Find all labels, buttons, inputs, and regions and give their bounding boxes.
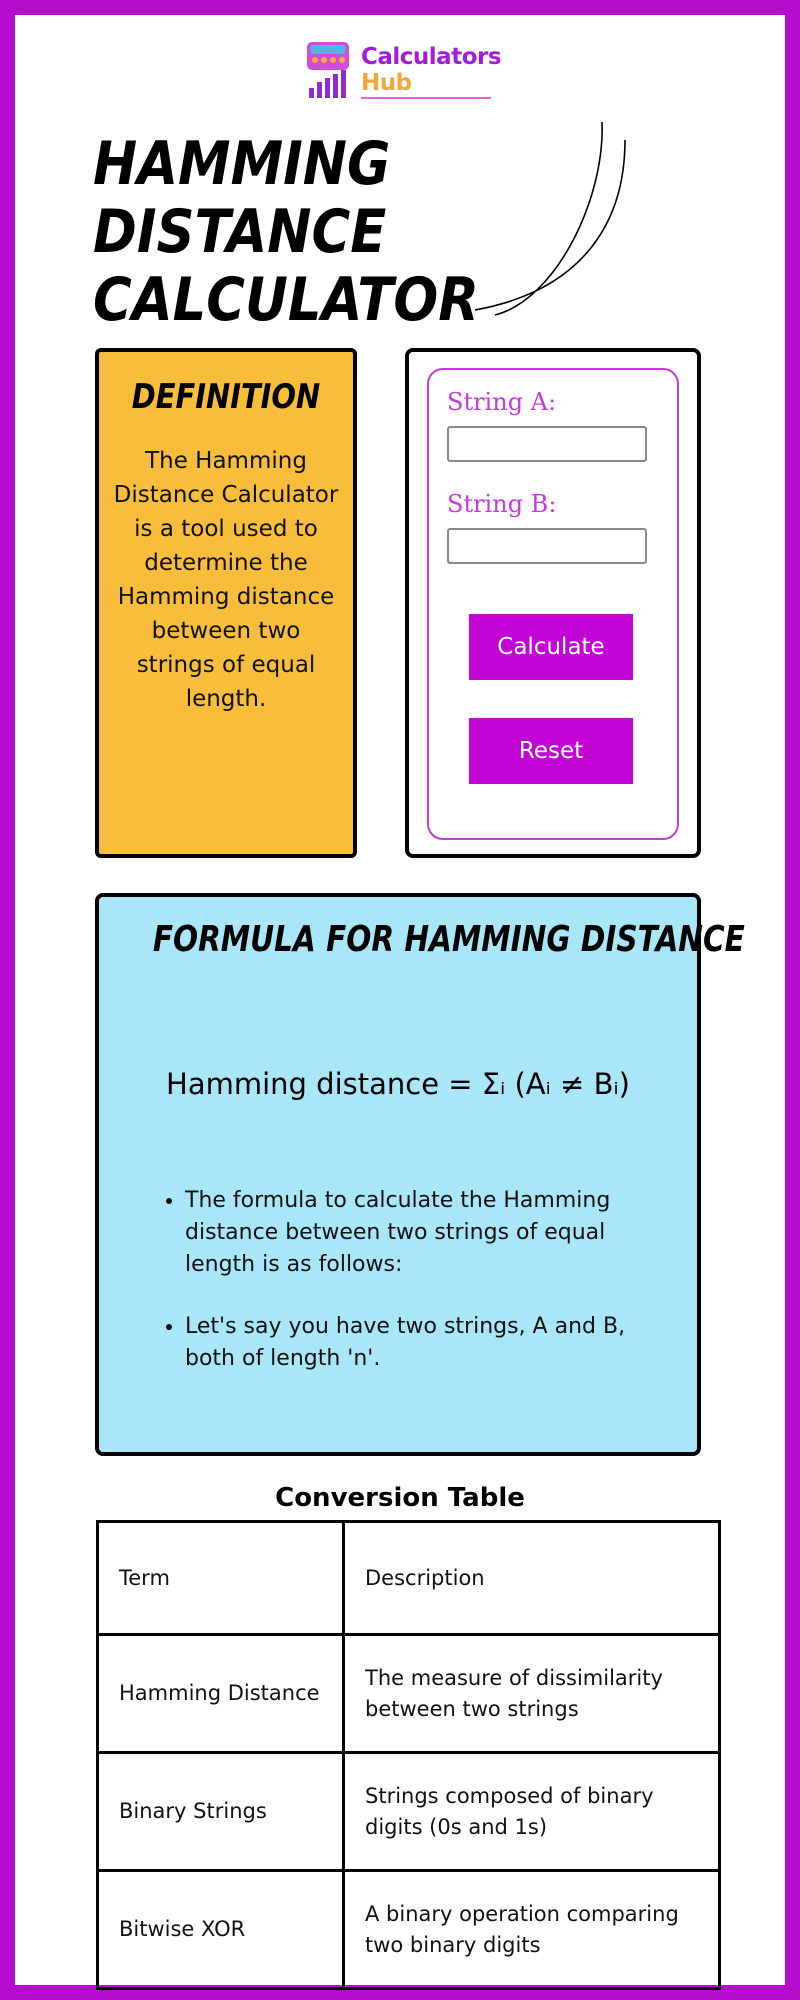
calculator-form bbox=[427, 368, 679, 840]
table-cell-term: Binary Strings bbox=[98, 1753, 344, 1871]
calculate-button[interactable]: Calculate bbox=[469, 614, 633, 680]
table-header-row bbox=[98, 1522, 720, 1635]
page-title bbox=[93, 129, 479, 335]
table-cell-term: Bitwise XOR bbox=[98, 1871, 344, 1989]
title-line-1: HAMMING bbox=[93, 129, 391, 199]
string-a-label: String A: bbox=[447, 388, 557, 416]
formula-bullet-2: • Let's say you have two strings, A and B, both of length 'n'. bbox=[185, 1311, 637, 1375]
table-cell-description: Strings composed of binary digits (0s and 1s) bbox=[344, 1753, 720, 1871]
table-row bbox=[98, 1753, 720, 1871]
definition-text: The Hamming Distance Calculator is a tool used to determine the Hamming distance between two strings of equal length. bbox=[113, 448, 339, 712]
brand-name-line2: Hub bbox=[361, 70, 412, 96]
definition-heading: DEFINITION bbox=[131, 377, 321, 417]
decorative-curves bbox=[475, 110, 665, 340]
string-a-input[interactable] bbox=[447, 426, 647, 462]
definition-card bbox=[95, 348, 357, 858]
title-line-2: DISTANCE bbox=[93, 197, 387, 267]
table-title: Conversion Table bbox=[275, 1483, 525, 1513]
formula-card bbox=[95, 893, 745, 1456]
formula-bullet-1: • The formula to calculate the Hamming distance between two strings of equal length is as follows: bbox=[185, 1185, 637, 1281]
table-header-term: Term bbox=[98, 1522, 344, 1635]
formula-bullet-list bbox=[159, 1185, 637, 1405]
formula-heading: FORMULA FOR HAMMING DISTANCE bbox=[152, 919, 745, 960]
calculator-card bbox=[405, 348, 701, 858]
table-cell-term: Hamming Distance bbox=[98, 1635, 344, 1753]
formula-equation: Hamming distance = Σᵢ (Aᵢ ≠ Bᵢ) bbox=[166, 1067, 630, 1101]
brand-name-line1: Calculators bbox=[361, 44, 502, 70]
table-row bbox=[98, 1871, 720, 1989]
brand-logo[interactable] bbox=[305, 40, 505, 110]
calculator-logo-icon bbox=[305, 40, 353, 100]
table-row bbox=[98, 1635, 720, 1753]
string-b-input[interactable] bbox=[447, 528, 647, 564]
reset-button[interactable]: Reset bbox=[469, 718, 633, 784]
page bbox=[15, 15, 785, 1985]
conversion-table bbox=[96, 1520, 721, 1990]
table-cell-description: The measure of dissimilarity between two strings bbox=[344, 1635, 720, 1753]
logo-underline bbox=[361, 97, 491, 99]
title-line-3: CALCULATOR bbox=[93, 265, 479, 335]
table-header-description: Description bbox=[344, 1522, 720, 1635]
table-cell-description: A binary operation comparing two binary digits bbox=[344, 1871, 720, 1989]
string-b-label: String B: bbox=[447, 490, 557, 518]
